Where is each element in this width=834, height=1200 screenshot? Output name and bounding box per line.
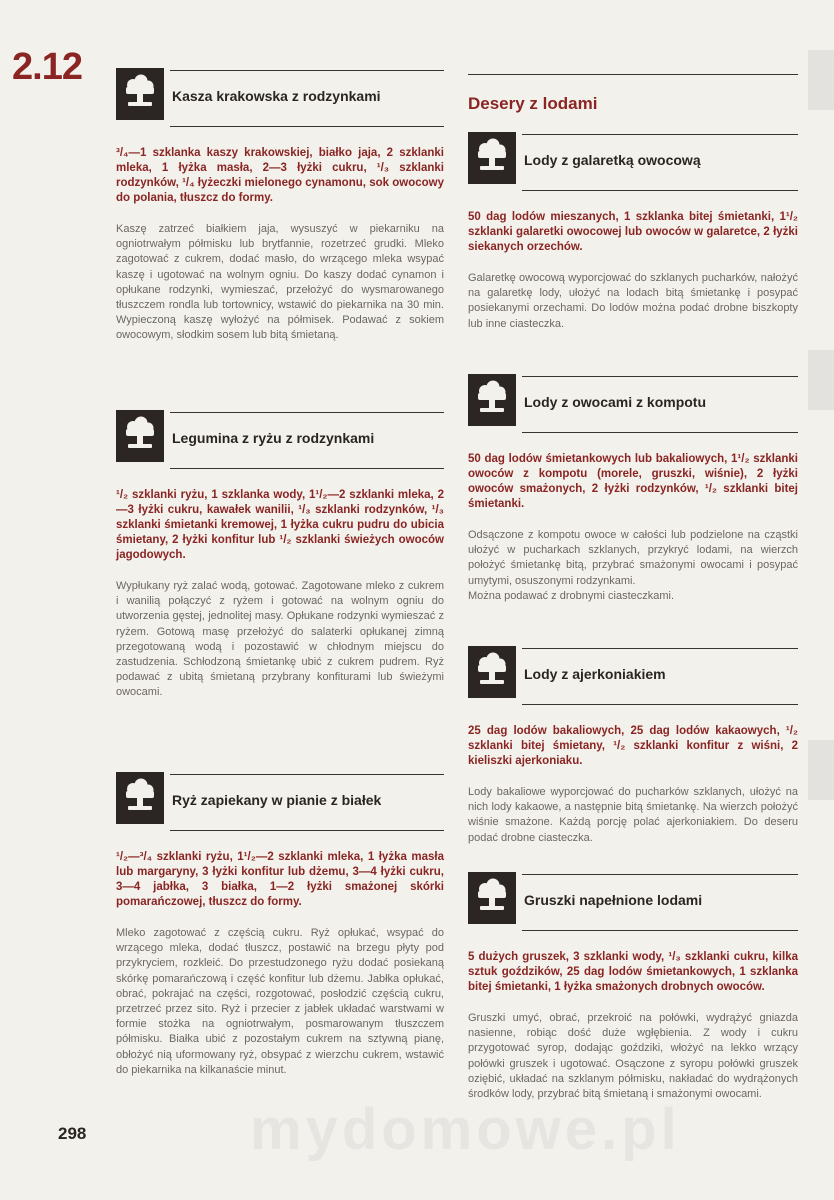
divider — [170, 412, 444, 413]
divider — [170, 126, 444, 127]
recipe-ingredients: 50 dag lodów śmietankowych lub bakaliowych, 1¹/₂ szklanki owoców z kompotu (morele, gruszki, wiśnie), 2 łyżki owoców smażonych, 2 łyżki rodzynków, ¹/₂ szklanki bitej śmietanki. — [468, 453, 798, 510]
recipe-title: Lody z galaretką owocową — [524, 152, 701, 168]
recipe-title: Gruszki napełnione lodami — [524, 892, 703, 908]
recipe-title: Legumina z ryżu z rodzynkami — [172, 430, 375, 446]
divider — [522, 432, 798, 433]
divider — [522, 190, 798, 191]
edge-mark — [808, 350, 834, 410]
divider — [170, 830, 444, 831]
recipe-method: Mleko zagotować z częścią cukru. Ryż opłukać, wsypać do wrzącego mleka, dodać tłuszcz, postawić na brzegu płyty pod przykryciem, rozkleić. Do przestudzonego ryżu dodać posiekaną skórkę pomarańczową i część konfitur lub dżemu. Jabłka opłukać, obrać, pokrajać na części, rozgotować, posłodzić częścią cukru, przetrzeć przez sito. Ryż i przecier z jabłek układać warstwami w formie stożka na ogniotrwałym, posmarowanym tłuszczem półmisku. Białka ubić z pozostałym cukrem na sztywną pianę, obłożyć nią uformowany ryż, obsypać z wierzchu cukrem, wstawić do piekarnika na kilkanaście minut. — [116, 927, 444, 1076]
recipe-header — [468, 646, 798, 724]
recipe — [468, 872, 798, 1102]
method-paragraph: Odsączone z kompotu owoce w całości lub podzielone na cząstki ułożyć w pucharkach szklanych, przykryć lodami, na wierzch położyć śmietankę bitą, przybrać smażonymi owocami i posypać umytymi, osuszonymi rodzynkami. — [468, 529, 798, 587]
recipe — [468, 646, 798, 846]
divider — [522, 930, 798, 931]
recipe-ingredients: 25 dag lodów bakaliowych, 25 dag lodów kakaowych, ¹/₂ szklanki bitej śmietany, ¹/₂ szklanki konfitur z wiśni, 2 kieliszki ajerkoniaku. — [468, 725, 798, 767]
page-number: 298 — [58, 1124, 87, 1143]
recipe-method: Wypłukany ryż zalać wodą, gotować. Zagotowane mleko z cukrem i wanilią połączyć z ryżem i gotować na wolnym ogniu do utworzenia gęstej, jednolitej masy. Opłukane rodzynki wymieszać z ryżem. Gotową masę przełożyć do salaterki opłukanej zimną przegotowaną wodą i pozostawić w chłodnym miejscu do zastudzenia. Schłodzoną śmietankę ubić z cukrem pudrem. Ryż podawać z ubitą śmietaną przybrany konfiturami lub świeżymi owocami. — [116, 580, 444, 699]
dessert-icon — [468, 132, 516, 184]
recipe-header — [468, 132, 798, 210]
recipe-ingredients: 50 dag lodów mieszanych, 1 szklanka bitej śmietanki, 1¹/₂ szklanki galaretki owocowej lub owoców w galaretce, 2 łyżki siekanych orzechów. — [468, 211, 798, 253]
method-paragraph: Można podawać z drobnymi ciasteczkami. — [468, 589, 675, 602]
edge-mark — [808, 50, 834, 110]
recipe-title: Lody z owocami z kompotu — [524, 394, 707, 410]
divider — [522, 874, 798, 875]
divider — [522, 376, 798, 377]
recipe-method: Kaszę zatrzeć białkiem jaja, wysuszyć w piekarniku na ogniotrwałym półmisku lub brytfannie, rozetrzeć grudki. Mleko zagotować z cukrem, dodać masło, do wrzącego mleka wsypać kaszę i ugotować na wolnym ogniu. Do kaszy dodać cynamon i opłukane rodzynki, wymieszać, przełożyć do wysmarowanego tłuszczem rondla lub tortownicy, wstawić do piekarnika na 30 min. Wypieczoną kaszę wyłożyć na półmisek. Podawać z sokiem owocowym, słodkim sosem lub bitą śmietaną. — [116, 223, 444, 342]
recipe-header — [116, 772, 444, 850]
section-divider — [468, 74, 798, 75]
divider — [522, 704, 798, 705]
edge-mark — [808, 740, 834, 800]
dessert-icon — [468, 374, 516, 426]
recipe-method: Lody bakaliowe wyporcjować do pucharków szklanych, ułożyć na nich lody kakaowe, a następnie bitą śmietankę. Na wierzch położyć wiśnie smażone. Każdą porcję polać ajerkoniakiem. Do deseru podać drobne ciasteczka. — [468, 786, 798, 844]
recipe — [468, 132, 798, 332]
divider — [522, 134, 798, 135]
divider — [170, 70, 444, 71]
recipe-header — [468, 374, 798, 452]
recipe-ingredients: ¹/₂—³/₄ szklanki ryżu, 1¹/₂—2 szklanki mleka, 1 łyżka masła lub margaryny, 3 łyżki konfitur lub dżemu, 3—4 łyżki cukru, 3—4 jabłka, 3 białka, 1—2 łyżki smażonej skórki pomarańczowej, tłuszcz do formy. — [116, 851, 444, 908]
recipe-header — [468, 872, 798, 950]
dessert-icon — [116, 68, 164, 120]
recipe-method — [468, 528, 798, 604]
section-title: Desery z lodami — [468, 94, 598, 113]
recipe — [116, 410, 444, 701]
recipe-ingredients: 5 dużych gruszek, 3 szklanki wody, ¹/₃ szklanki cukru, kilka sztuk goździków, 25 dag lodów śmietankowych, 1 szklanka bitej śmietanki, 1 łyżka smażonych drobnych owoców. — [468, 951, 798, 993]
recipe-header — [116, 68, 444, 146]
divider — [170, 774, 444, 775]
recipe — [116, 68, 444, 344]
dessert-icon — [468, 646, 516, 698]
dessert-icon — [468, 872, 516, 924]
recipe-ingredients: ³/₄—1 szklanka kaszy krakowskiej, białko jaja, 2 szklanki mleka, 1 łyżka masła, 2—3 łyżki cukru, ¹/₃ szklanki rodzynków, ¹/₄ łyżeczki mielonego cynamonu, sok owocowy do polania, tłuszcz do formy. — [116, 147, 444, 204]
recipe-method: Gruszki umyć, obrać, przekroić na połówki, wydrążyć gniazda nasienne, robiąc dość duże wgłębienia. Z wody i cukru przygotować syrop, dodając goździki, włożyć na lekko wrzący połówki gruszek i ugotować. Osączone z syropu połówki gruszek oziębić, układać na szklanym półmisku, nakładać do wydrążonych środków lody, przybrać bitą śmietaną i smażonymi owocami. — [468, 1012, 798, 1101]
recipe-header — [116, 410, 444, 488]
divider — [170, 468, 444, 469]
recipe-title: Lody z ajerkoniakiem — [524, 666, 666, 682]
recipe — [468, 374, 798, 604]
watermark: mydomowe.pl — [250, 1097, 681, 1162]
recipe-ingredients: ¹/₂ szklanki ryżu, 1 szklanka wody, 1¹/₂—2 szklanki mleka, 2—3 łyżki cukru, kawałek wanilii, ¹/₃ szklanki rodzynków, ¹/₃ szklanki śmietanki kremowej, 1 łyżka cukru pudru do ubicia śmietany, 2 łyżki konfitur lub ¹/₂ szklanki świeżych owoców jagodowych. — [116, 489, 444, 561]
recipe-method: Galaretkę owocową wyporcjować do szklanych pucharków, nałożyć na galaretkę lody, ułożyć na lodach bitą śmietankę i posypać posiekanymi orzechami. Do lodów można podać drobne biszkopty lub inne ciasteczka. — [468, 272, 798, 330]
recipe — [116, 772, 444, 1078]
dessert-icon — [116, 772, 164, 824]
dessert-icon — [116, 410, 164, 462]
recipe-title: Kasza krakowska z rodzynkami — [172, 88, 381, 104]
recipe-title: Ryż zapiekany w pianie z białek — [172, 792, 382, 808]
chapter-number: 2.12 — [12, 46, 82, 88]
divider — [522, 648, 798, 649]
